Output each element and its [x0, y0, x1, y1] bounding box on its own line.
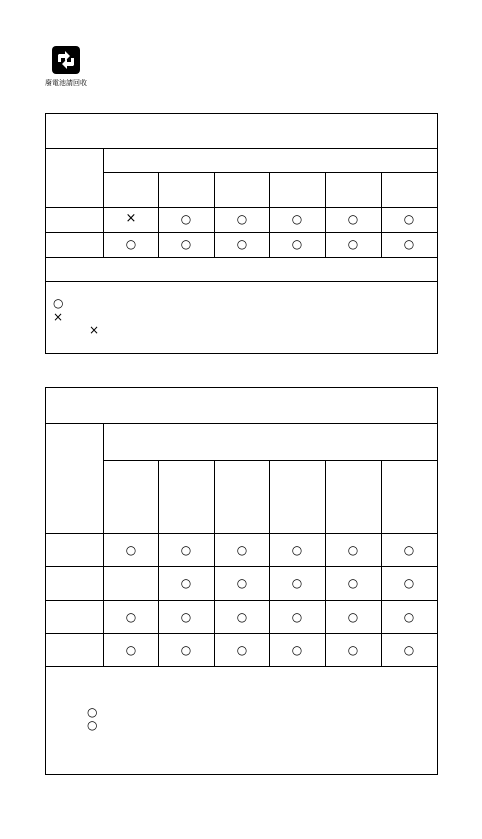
- table-1-rule: [46, 257, 437, 258]
- table-1-mark: ○: [125, 237, 137, 251]
- table-1-rule: [46, 148, 437, 149]
- table-2-mark: ○: [125, 643, 137, 657]
- table-1-mark: ○: [347, 237, 359, 251]
- table-2-col-rule: [269, 460, 270, 666]
- table-2-mark: ○: [236, 576, 248, 590]
- table-2-col-rule: [158, 460, 159, 666]
- table-2-mark: ○: [236, 643, 248, 657]
- table-2-mark: ○: [403, 643, 415, 657]
- table-2-rule: [46, 666, 437, 667]
- table-2-mark: ○: [125, 543, 137, 557]
- table-2-note-symbol: ○: [87, 705, 98, 719]
- table-2-mark: ○: [125, 610, 137, 624]
- logo-caption: 廢電池請回收: [45, 79, 87, 87]
- table-2-col-rule: [325, 460, 326, 666]
- table-2-mark: ○: [403, 576, 415, 590]
- table-2-rule: [46, 633, 437, 634]
- table-2-mark: ○: [291, 643, 303, 657]
- table-1-rule: [46, 207, 437, 208]
- table-2-mark: ○: [291, 576, 303, 590]
- battery-recycling-logo: [45, 45, 91, 87]
- battery-recycle-icon: [51, 45, 81, 75]
- table-2: [45, 387, 438, 775]
- table-1-mark: ○: [236, 237, 248, 251]
- table-1: [45, 113, 438, 354]
- table-1-note-symbol: ×: [53, 310, 64, 324]
- table-2-mark: ○: [180, 643, 192, 657]
- table-1-mark: ○: [236, 212, 248, 226]
- table-2-mark: ○: [347, 610, 359, 624]
- table-1-note-symbol: ○: [53, 296, 64, 310]
- table-2-rule: [46, 423, 437, 424]
- table-2-rule: [46, 533, 437, 534]
- table-2-mark: ○: [291, 543, 303, 557]
- table-2-rule: [103, 460, 437, 461]
- table-2-mark: ○: [347, 576, 359, 590]
- table-1-mark: ○: [403, 237, 415, 251]
- table-1-mark: ○: [291, 212, 303, 226]
- table-2-col-rule: [381, 460, 382, 666]
- table-2-rule: [46, 600, 437, 601]
- table-1-mark: ○: [180, 237, 192, 251]
- table-2-mark: ○: [291, 610, 303, 624]
- table-2-mark: ○: [236, 610, 248, 624]
- table-2-note-symbol: ○: [87, 718, 98, 732]
- table-2-col-rule: [214, 460, 215, 666]
- table-1-mark: ○: [180, 212, 192, 226]
- table-1-note-symbol: ×: [89, 323, 100, 337]
- table-1-mark: ○: [291, 237, 303, 251]
- table-1-mark: ×: [125, 211, 137, 226]
- table-1-rule: [46, 232, 437, 233]
- table-1-mark: ○: [347, 212, 359, 226]
- table-1-rule: [103, 172, 437, 173]
- table-2-mark: ○: [403, 610, 415, 624]
- table-2-mark: ○: [180, 610, 192, 624]
- table-1-mark: ○: [403, 212, 415, 226]
- table-2-mark: ○: [180, 576, 192, 590]
- table-2-mark: ○: [347, 643, 359, 657]
- table-1-rule: [46, 281, 437, 282]
- table-2-mark: ○: [347, 543, 359, 557]
- table-2-rule: [46, 566, 437, 567]
- table-2-mark: ○: [403, 543, 415, 557]
- table-2-mark: ○: [180, 543, 192, 557]
- table-2-mark: ○: [236, 543, 248, 557]
